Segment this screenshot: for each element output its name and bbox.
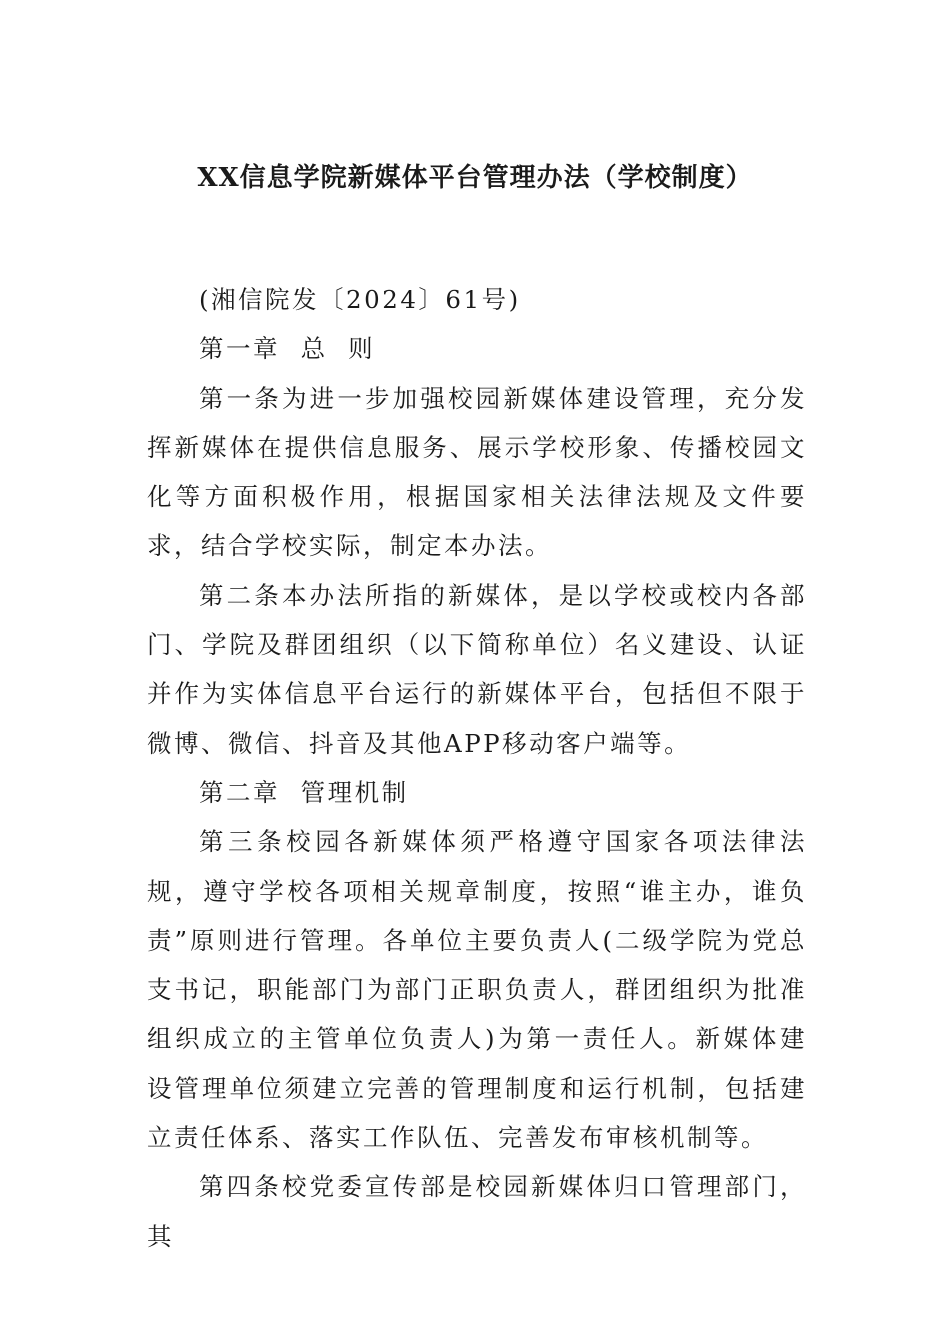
chapter-heading-1: 第一章 总 则 bbox=[199, 334, 376, 364]
article-4: 第四条校党委宣传部是校园新媒体归口管理部门，其 bbox=[147, 1172, 807, 1251]
document-number: (湘信院发〔2024〕61号) bbox=[199, 285, 521, 314]
article-1: 第一条为进一步加强校园新媒体建设管理，充分发挥新媒体在提供信息服务、展示学校形象、传播校园文化等方面积极作用，根据国家相关法律法规及文件要求，结合学校实际，制定本办法。 bbox=[147, 383, 807, 561]
document-body bbox=[147, 275, 807, 1261]
article-3: 第三条校园各新媒体须严格遵守国家各项法律法规，遵守学校各项相关规章制度，按照“谁主办，谁负责”原则进行管理。各单位主要负责人(二级学院为党总支书记，职能部门为部门正职负责人，群团组织为批准组织成立的主管单位负责人)为第一责任人。新媒体建设管理单位须建立完善的管理制度和运行机制，包括建立责任体系、落实工作队伍、完善发布审核机制等。 bbox=[147, 827, 807, 1153]
article-2: 第二条本办法所指的新媒体，是以学校或校内各部门、学院及群团组织（以下简称单位）名义建设、认证并作为实体信息平台运行的新媒体平台，包括但不限于微博、微信、抖音及其他APP移动客户端等。 bbox=[147, 580, 807, 758]
chapter-heading-2: 第二章 管理机制 bbox=[199, 777, 409, 807]
document-title: XX信息学院新媒体平台管理办法（学校制度） bbox=[197, 163, 753, 193]
